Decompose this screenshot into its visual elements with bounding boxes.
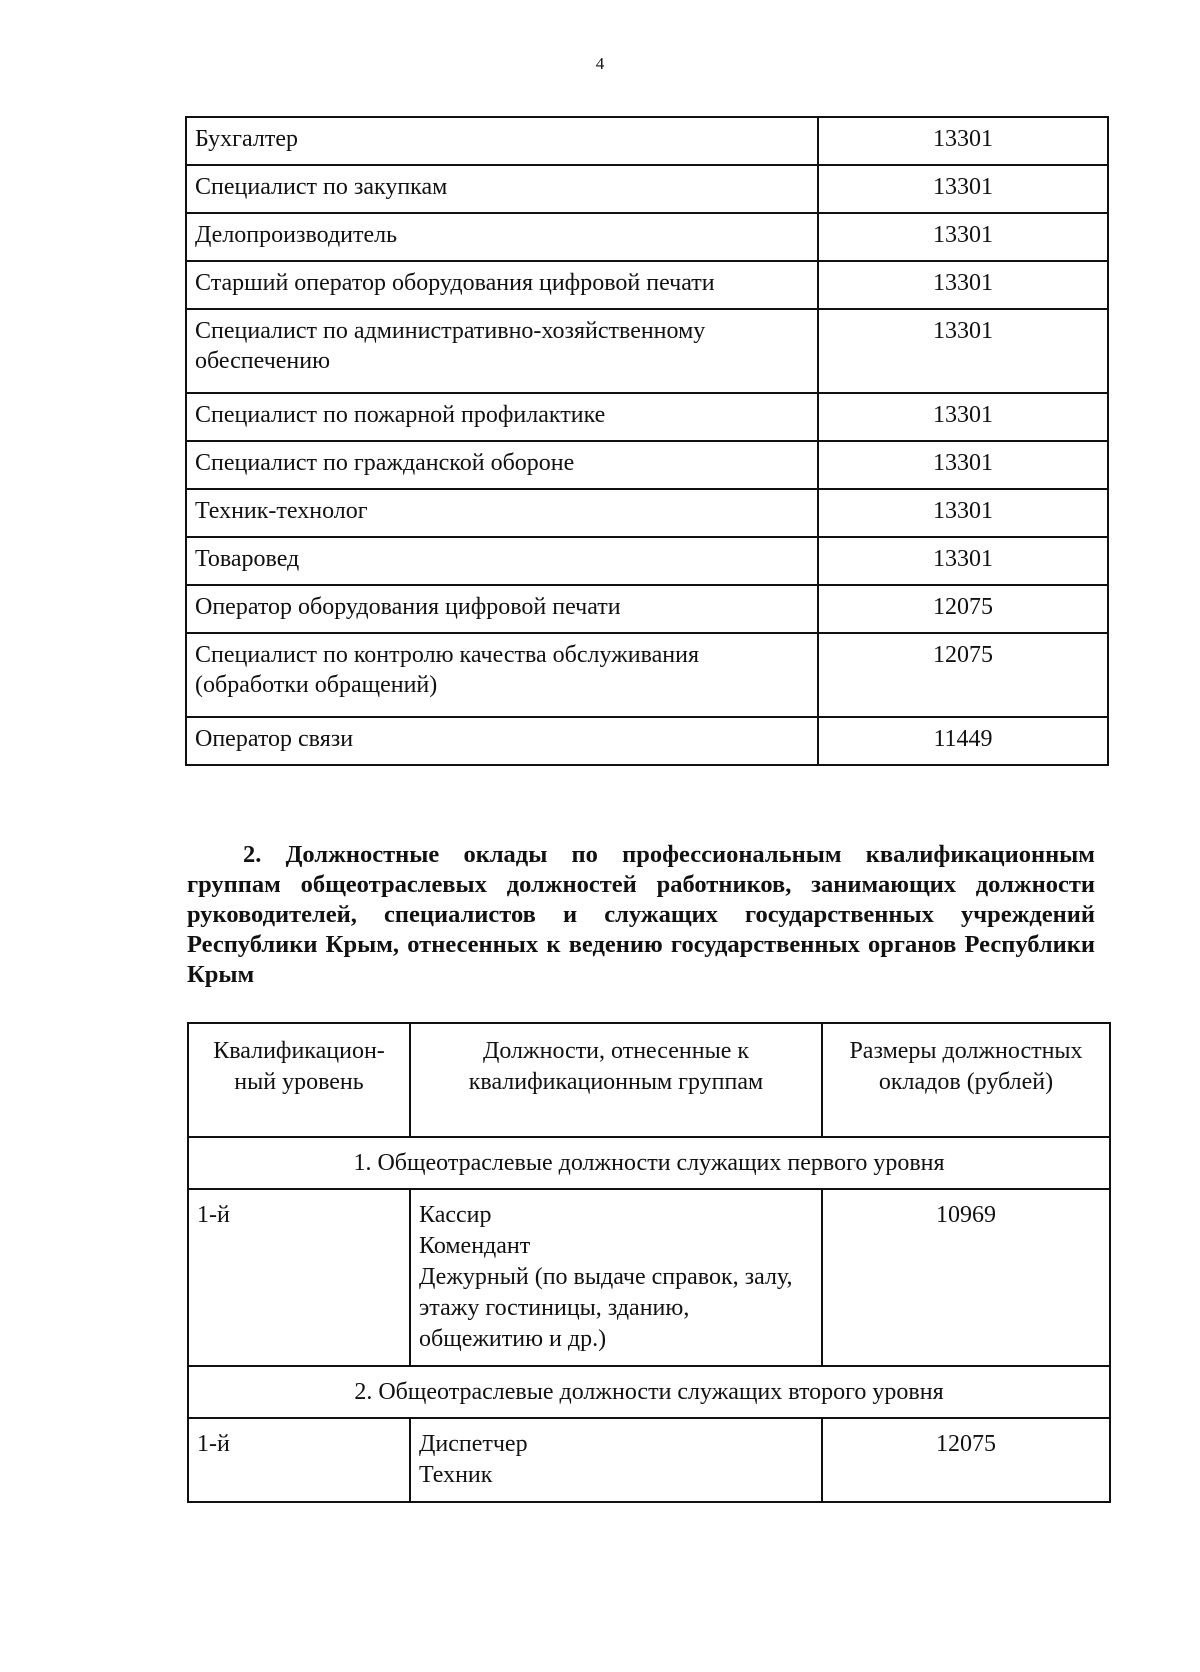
position-cell: Товаровед bbox=[186, 537, 818, 585]
position-item: Кассир bbox=[419, 1202, 492, 1228]
salary-cell: 13301 bbox=[818, 261, 1108, 309]
position-cell: Старший оператор оборудования цифровой печати bbox=[186, 261, 818, 309]
group-row bbox=[188, 1366, 1110, 1418]
table-row bbox=[188, 1189, 1110, 1366]
salary-cell: 12075 bbox=[818, 633, 1108, 717]
table-row bbox=[186, 165, 1108, 213]
table-row bbox=[186, 393, 1108, 441]
qualification-table bbox=[187, 1022, 1111, 1503]
table-row bbox=[186, 261, 1108, 309]
positions-list bbox=[419, 1200, 813, 1355]
table-row bbox=[186, 537, 1108, 585]
positions-cell bbox=[410, 1189, 822, 1366]
salary-cell: 13301 bbox=[818, 393, 1108, 441]
table-row bbox=[186, 441, 1108, 489]
header-positions: Должности, отнесенные к квалификационным группам bbox=[410, 1023, 822, 1137]
position-item: Комендант bbox=[419, 1233, 531, 1259]
table-row bbox=[186, 309, 1108, 393]
position-item: Диспетчер bbox=[419, 1431, 528, 1457]
level-cell: 1-й bbox=[188, 1418, 410, 1502]
table-row bbox=[186, 633, 1108, 717]
position-cell: Специалист по контролю качества обслуживания (обработки обращений) bbox=[186, 633, 818, 717]
table-row bbox=[188, 1418, 1110, 1502]
salary-cell: 12075 bbox=[818, 585, 1108, 633]
position-cell: Специалист по пожарной профилактике bbox=[186, 393, 818, 441]
salary-cell: 13301 bbox=[818, 309, 1108, 393]
positions-cell bbox=[410, 1418, 822, 1502]
position-item: Техник bbox=[419, 1462, 493, 1488]
positions-list bbox=[419, 1429, 813, 1491]
page-number: 4 bbox=[595, 54, 605, 73]
salary-cell: 13301 bbox=[818, 489, 1108, 537]
table-row bbox=[186, 585, 1108, 633]
table-header-row bbox=[188, 1023, 1110, 1137]
header-salary: Размеры должностных окладов (рублей) bbox=[822, 1023, 1110, 1137]
group-row bbox=[188, 1137, 1110, 1189]
position-item: Дежурный (по выдаче справок, залу, этажу гостиницы, зданию, общежитию и др.) bbox=[419, 1264, 793, 1352]
section-heading: 2. Должностные оклады по профессиональным квалификационным группам общеотраслевых должностей работников, занимающих должности руководителей, специалистов и служащих государственных учреждений Республики Крым, отнесенных к ведению государственных органов Республики Крым bbox=[187, 841, 1095, 988]
salary-cell: 13301 bbox=[818, 441, 1108, 489]
position-cell: Техник-технолог bbox=[186, 489, 818, 537]
position-cell: Специалист по гражданской обороне bbox=[186, 441, 818, 489]
table-row bbox=[186, 717, 1108, 765]
position-cell: Оператор связи bbox=[186, 717, 818, 765]
group-title: 2. Общеотраслевые должности служащих второго уровня bbox=[188, 1366, 1110, 1418]
salary-cell: 13301 bbox=[818, 117, 1108, 165]
position-cell: Делопроизводитель bbox=[186, 213, 818, 261]
position-cell: Специалист по административно-хозяйственному обеспечению bbox=[186, 309, 818, 393]
salary-cell: 11449 bbox=[818, 717, 1108, 765]
level-cell: 1-й bbox=[188, 1189, 410, 1366]
header-level: Квалификацион-ный уровень bbox=[188, 1023, 410, 1137]
position-cell: Оператор оборудования цифровой печати bbox=[186, 585, 818, 633]
salary-cell: 13301 bbox=[818, 165, 1108, 213]
table-row bbox=[186, 213, 1108, 261]
salary-cell: 13301 bbox=[818, 537, 1108, 585]
position-cell: Специалист по закупкам bbox=[186, 165, 818, 213]
position-cell: Бухгалтер bbox=[186, 117, 818, 165]
salary-table bbox=[185, 116, 1109, 766]
salary-cell: 12075 bbox=[822, 1418, 1110, 1502]
group-title: 1. Общеотраслевые должности служащих первого уровня bbox=[188, 1137, 1110, 1189]
table-row bbox=[186, 489, 1108, 537]
table-row bbox=[186, 117, 1108, 165]
salary-cell: 13301 bbox=[818, 213, 1108, 261]
salary-cell: 10969 bbox=[822, 1189, 1110, 1366]
